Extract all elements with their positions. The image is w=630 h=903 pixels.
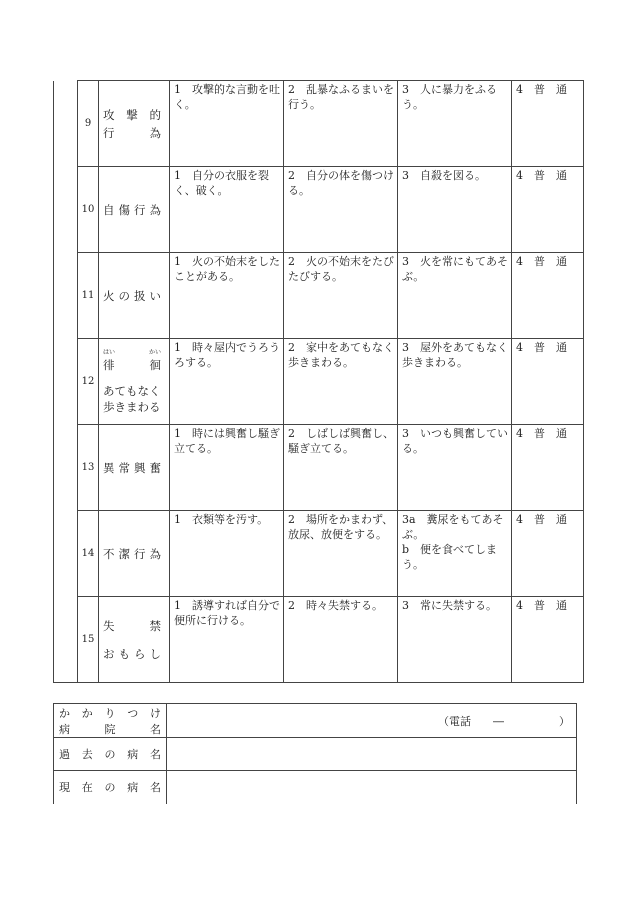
option-1[interactable] [170, 597, 284, 683]
category-char: 行 [134, 546, 146, 561]
option-1[interactable] [170, 253, 284, 339]
category-char: 不 [103, 546, 115, 561]
item-category [99, 339, 170, 425]
option-1[interactable] [170, 339, 284, 425]
option-text: 1 時々屋内でうろうろする。 [174, 341, 280, 369]
past-illness-row [54, 738, 577, 771]
option-4[interactable] [512, 425, 584, 511]
option-text: 4 普 通 [516, 599, 567, 612]
category-subtitle: あてもなく [103, 383, 161, 398]
category-char: ら [134, 646, 146, 661]
option-3[interactable] [398, 167, 512, 253]
option-2[interactable] [284, 81, 398, 167]
option-4[interactable] [512, 597, 584, 683]
option-text-b: b 便を食べてしまう。 [402, 543, 498, 571]
category-char: の [118, 288, 130, 303]
table-row [54, 81, 584, 167]
label-char: 過 [59, 748, 70, 761]
label-char: 名 [150, 781, 161, 795]
label-char: 名 [150, 722, 161, 736]
medical-history-table [53, 703, 577, 804]
category-char: 禁 [149, 618, 161, 633]
item-number: 9 [78, 81, 99, 167]
item-category [99, 597, 170, 683]
category-char: 為 [149, 202, 161, 217]
category-char: い [149, 288, 161, 303]
option-text: 2 しばしば興奮し、騒ぎ立てる。 [288, 427, 394, 455]
label-char: つ [127, 706, 139, 720]
category-char: 自 [103, 202, 115, 217]
label-char: 現 [59, 781, 70, 795]
margin-cell [54, 81, 78, 167]
current-illness-row [54, 771, 577, 804]
past-illness-label [54, 738, 167, 771]
option-4[interactable] [512, 81, 584, 167]
option-text: 4 普 通 [516, 427, 567, 440]
option-text: 2 時々失禁する。 [288, 599, 383, 612]
category-char: 失 [103, 618, 115, 633]
margin-cell [54, 253, 78, 339]
label-char: の [104, 781, 116, 795]
option-text: 1 衣類等を汚す。 [174, 513, 269, 526]
item-number: 11 [78, 253, 99, 339]
label-char: り [104, 706, 116, 720]
option-text: 1 火の不始末をしたことがある。 [174, 255, 280, 283]
category-char: 火 [103, 288, 115, 303]
category-char: 為 [149, 125, 161, 140]
table-row [54, 425, 584, 511]
item-category [99, 81, 170, 167]
item-number: 12 [78, 339, 99, 425]
option-text: 2 場所をかまわず、放尿、放便をする。 [288, 513, 394, 541]
clinic-label-line2 [59, 721, 161, 737]
option-text: 3 火を常にもてあそぶ。 [402, 255, 508, 283]
option-1[interactable] [170, 511, 284, 597]
option-text: 1 攻撃的な言動を吐く。 [174, 83, 280, 111]
category-ruby: かい [148, 348, 161, 356]
label-char: か [59, 706, 70, 720]
margin-cell [54, 597, 78, 683]
margin-cell [54, 339, 78, 425]
option-text: 2 火の不始末をたびたびする。 [288, 255, 394, 283]
category-char: 的 [149, 107, 161, 122]
option-text: 4 普 通 [516, 341, 567, 354]
category-char: 行 [103, 125, 115, 140]
table-row [54, 511, 584, 597]
option-3[interactable] [398, 253, 512, 339]
table-row [54, 167, 584, 253]
category-char: 扱 [134, 288, 146, 303]
category-subtitle: 歩きまわる [103, 399, 161, 414]
option-3[interactable] [398, 425, 512, 511]
option-text: 1 誘導すれば自分で便所に行ける。 [174, 599, 280, 627]
option-text: 4 普 通 [516, 513, 567, 526]
category-char: 行 [134, 202, 146, 217]
table-row [54, 253, 584, 339]
category-char: 徘 [103, 357, 115, 372]
option-2[interactable] [284, 339, 398, 425]
table-row [54, 597, 584, 683]
category-char: し [149, 646, 161, 661]
category-char: も [118, 646, 130, 661]
option-2[interactable] [284, 253, 398, 339]
current-illness-label [54, 771, 167, 804]
option-text: 3a 糞尿をもてあそぶ。 [402, 513, 504, 541]
past-illness-field[interactable] [167, 738, 577, 771]
label-char: 病 [59, 722, 70, 736]
option-2[interactable] [284, 597, 398, 683]
category-char: 奮 [149, 460, 161, 475]
option-text: 3 常に失禁する。 [402, 599, 497, 612]
option-4[interactable] [512, 167, 584, 253]
label-char: の [104, 748, 116, 761]
option-text: 3 いつも興奮している。 [402, 427, 508, 455]
option-3[interactable] [398, 81, 512, 167]
label-char: 名 [150, 748, 161, 761]
item-category [99, 253, 170, 339]
label-char: 在 [81, 781, 93, 795]
option-3[interactable] [398, 339, 512, 425]
label-char: 院 [104, 722, 116, 736]
option-1[interactable] [170, 167, 284, 253]
option-text: 3 自殺を図る。 [402, 169, 486, 182]
option-4[interactable] [512, 339, 584, 425]
item-category [99, 167, 170, 253]
option-text: 1 自分の衣服を裂く、破く。 [174, 169, 269, 197]
label-char: 去 [81, 748, 93, 761]
option-2[interactable] [284, 511, 398, 597]
option-2[interactable] [284, 425, 398, 511]
option-text: 4 普 通 [516, 83, 567, 96]
category-char: 興 [134, 460, 146, 475]
category-char: 傷 [118, 202, 130, 217]
clinic-label [54, 704, 167, 738]
item-number: 15 [78, 597, 99, 683]
margin-cell [54, 511, 78, 597]
category-char: お [103, 646, 115, 661]
option-text: 2 乱暴なふるまいを行う。 [288, 83, 394, 111]
table-row [54, 339, 584, 425]
option-text: 4 普 通 [516, 255, 567, 268]
clinic-phone[interactable]: （電話 ― ） [167, 704, 577, 738]
option-text: 1 時には興奮し騒ぎ立てる。 [174, 427, 280, 455]
option-3[interactable] [398, 511, 512, 597]
option-4[interactable] [512, 511, 584, 597]
item-number: 14 [78, 511, 99, 597]
label-char: 病 [127, 781, 139, 795]
item-number: 10 [78, 167, 99, 253]
option-4[interactable] [512, 253, 584, 339]
option-text: 3 屋外をあてもなく歩きまわる。 [402, 341, 508, 369]
label-char: け [150, 706, 161, 720]
option-text: 2 自分の体を傷つける。 [288, 169, 394, 197]
option-1[interactable] [170, 81, 284, 167]
category-ruby: はい [103, 348, 116, 356]
item-category [99, 511, 170, 597]
margin-cell [54, 167, 78, 253]
label-char: か [81, 706, 93, 720]
option-2[interactable] [284, 167, 398, 253]
option-text: 3 人に暴力をふるう。 [402, 83, 497, 111]
label-char: 病 [127, 748, 139, 761]
clinic-row [54, 704, 577, 738]
category-char: 異 [103, 460, 115, 475]
category-char: 撃 [126, 107, 138, 122]
category-char: 潔 [118, 546, 130, 561]
item-category [99, 425, 170, 511]
category-char: 攻 [103, 107, 115, 122]
margin-cell [54, 425, 78, 511]
current-illness-field[interactable] [167, 771, 577, 804]
clinic-label-line1 [59, 705, 161, 721]
category-char: 為 [149, 546, 161, 561]
category-char: 徊 [149, 357, 161, 372]
option-1[interactable] [170, 425, 284, 511]
option-text: 4 普 通 [516, 169, 567, 182]
option-text: 2 家中をあてもなく歩きまわる。 [288, 341, 394, 369]
option-3[interactable] [398, 597, 512, 683]
behavior-table [53, 80, 584, 683]
category-char: 常 [118, 460, 130, 475]
item-number: 13 [78, 425, 99, 511]
